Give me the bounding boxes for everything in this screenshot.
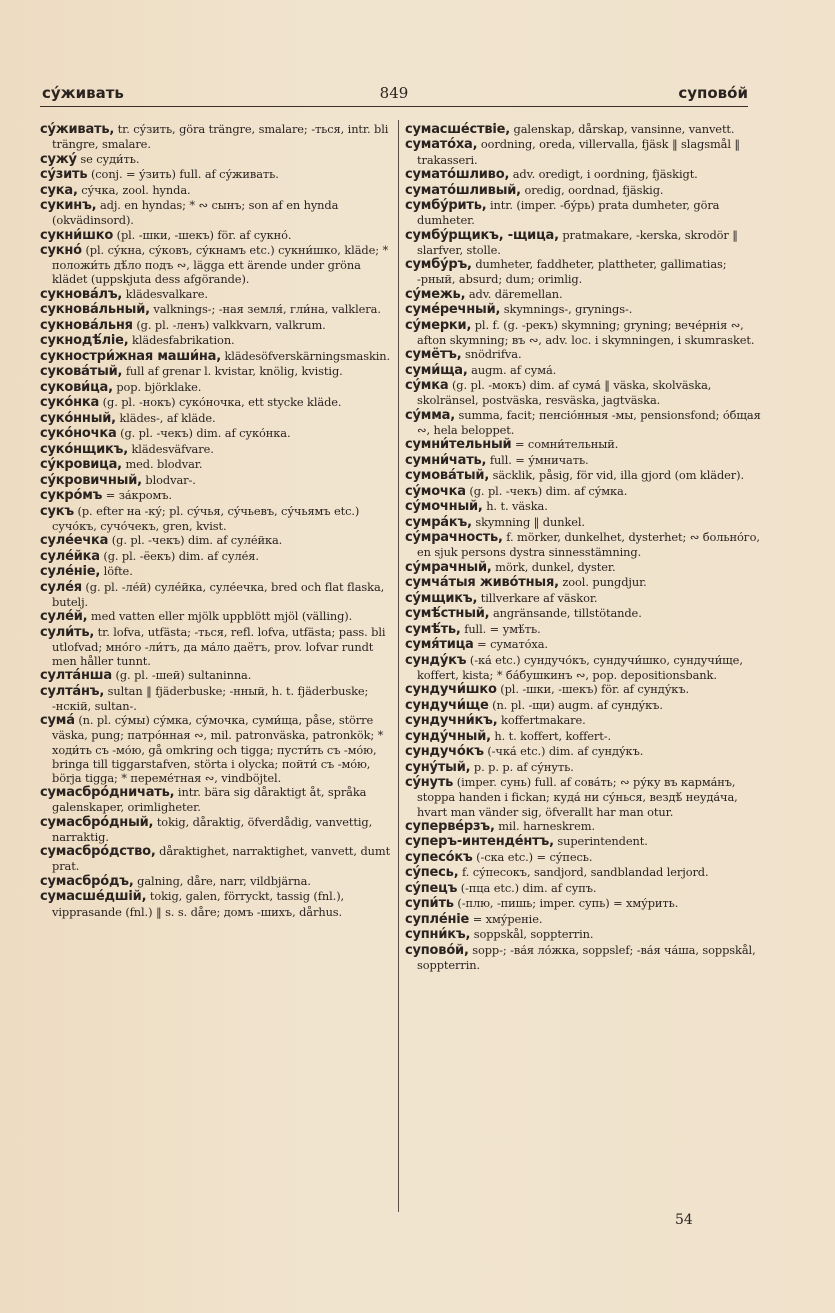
entry-definition: mil. harneskrem.: [498, 818, 595, 833]
entry-definition: pop. björklake.: [116, 379, 202, 394]
dictionary-entry: [405, 744, 761, 759]
entry-definition: koffertmakare.: [501, 713, 586, 728]
dictionary-entry: [405, 468, 761, 483]
entry-headword: сумбу́ръ,: [405, 257, 472, 273]
dictionary-entry: [405, 515, 761, 530]
dictionary-entry: [40, 889, 396, 918]
dictionary-entry: [40, 684, 396, 713]
dictionary-entry: [405, 729, 761, 744]
dictionary-entry: [40, 122, 396, 151]
dictionary-entry: [405, 637, 761, 652]
entry-headword: супни́къ,: [405, 927, 471, 943]
entry-definition: adj. en hyndas; * ∾ сынъ; son af en hynda (okvädinsord).: [52, 198, 339, 228]
entry-definition: klädesvalkare.: [125, 286, 208, 301]
dictionary-entry: [405, 228, 761, 257]
entry-headword: сукностри́жная маши́на,: [40, 348, 221, 364]
dictionary-entry: [405, 560, 761, 575]
entry-definition: (imper. сунь) full. af сова́ть; ∾ ру́ку въ карма́нъ, stoppa handen i fickan; куда́ ни су́нься, вездѣ́ неуда́ча, hvart man vänder sig, öfverallt har man otur.: [417, 775, 738, 819]
entry-headword: суко́нный,: [40, 410, 116, 426]
entry-headword: су́песь,: [405, 865, 459, 881]
dictionary-entry: [405, 453, 761, 468]
entry-headword: су́нуть: [405, 775, 454, 791]
entry-definition: summa, facit; пенсіо́нныя -мы, pensionsfond; о́бщая ∾, hela beloppet.: [417, 407, 761, 437]
dictionary-entry: [405, 437, 761, 452]
entry-headword: сунду́чный,: [405, 728, 491, 744]
entry-headword: суну́тый,: [405, 759, 471, 775]
dictionary-entry: [40, 426, 396, 441]
entry-definition: (g. pl. -чекъ) dim. af суко́нка.: [120, 426, 291, 441]
entry-definition: adv. däremellan.: [468, 286, 563, 301]
dictionary-entry: [40, 333, 396, 348]
entry-headword: сумбу́рщикъ, -щица,: [405, 227, 559, 243]
dictionary-entry: [405, 302, 761, 317]
entry-headword: сумато́ха,: [405, 137, 478, 153]
entry-headword: су́живать,: [40, 122, 115, 137]
entry-definition: sopp-; -ва́я ло́жка, soppslef; -ва́я ча́ша, soppskål, soppterrin.: [417, 942, 756, 972]
entry-definition: pl. f. (g. -рекъ) skymning; gryning; вече́рнія ∾, afton skymning; въ ∾, adv. loc. i skymningen, i skumrasket.: [417, 317, 755, 347]
entry-definition: tr. lofva, utfästa; -ться, refl. lofva, utfästa; pass. bli utlofvad; мно́го -ли́тъ, да ма́ло даётъ, prov. lofvar rundt men håller tunnt.: [52, 624, 386, 668]
entry-definition: h. t. väska.: [486, 499, 548, 514]
entry-definition: = сомни́тельный.: [514, 437, 619, 452]
entry-headword: сумѣ́стный,: [405, 606, 490, 622]
dictionary-entry: [405, 499, 761, 514]
entry-headword: сумова́тый,: [405, 468, 490, 484]
entry-headword: сумни́тельный: [405, 437, 512, 453]
entry-definition: pratmakare, -kerska, skrodör ‖ slarfver, stolle.: [417, 227, 738, 257]
dictionary-entry: [40, 625, 396, 668]
dictionary-entry: [40, 844, 396, 873]
entry-headword: сукро́мъ: [40, 488, 103, 504]
entry-definition: = за́кромъ.: [105, 488, 172, 503]
entry-definition: tokig, galen, förryckt, tassig (fnl.), vipprasande (fnl.) ‖ s. s. dåre; домъ -шихъ, dårhus.: [52, 889, 345, 919]
dictionary-entry: [405, 927, 761, 942]
entry-headword: сумато́шливый,: [405, 182, 521, 198]
entry-headword: су́мма,: [405, 407, 455, 423]
entry-headword: сумасше́дшій,: [40, 889, 147, 905]
dictionary-entry: [40, 228, 396, 243]
entry-headword: су́мка: [405, 378, 449, 394]
dictionary-entry: [405, 865, 761, 880]
entry-headword: суми́ща,: [405, 362, 468, 378]
entry-headword: сукнова́льня: [40, 317, 133, 333]
entry-headword: су́кровичный,: [40, 472, 142, 488]
dictionary-entry: [405, 591, 761, 606]
entry-headword: сумасбро́дство,: [40, 844, 156, 860]
entry-headword: сумбу́рить,: [405, 198, 487, 214]
entry-headword: супово́й,: [405, 942, 469, 958]
entry-headword: сундучо́къ: [405, 744, 484, 760]
entry-definition: (pl. -шки, -шекъ) för. af сукно́.: [116, 227, 292, 242]
entry-headword: суме́речный,: [405, 302, 501, 318]
dictionary-entry: [405, 484, 761, 499]
entry-definition: med vatten eller mjölk uppblött mjöl (välling).: [90, 609, 353, 624]
dictionary-entry: [405, 408, 761, 437]
entry-headword: сундучни́къ,: [405, 713, 498, 729]
entry-headword: сумасбро́дный,: [40, 814, 154, 830]
entry-definition: (conj. = у́зить) full. af су́живать.: [90, 167, 279, 182]
entry-headword: сумни́чать,: [405, 452, 487, 468]
entry-headword: су́мочка: [405, 483, 466, 499]
entry-definition: dåraktighet, narraktighet, vanvett, dumt prat.: [52, 844, 391, 874]
entry-definition: soppskål, soppterrin.: [473, 927, 594, 942]
dictionary-entry: [40, 533, 396, 548]
entry-headword: султа́нша: [40, 668, 112, 684]
dictionary-entry: [405, 606, 761, 621]
entry-definition: (-ка́ etc.) сундучо́къ, сундучи́шко, сундучи́ще, koffert, kista; * ба́бушкинъ ∾, pop. depositionsbank.: [417, 652, 743, 682]
dictionary-entry: [405, 622, 761, 637]
entry-headword: сукно́: [40, 243, 82, 259]
entry-headword: супи́ть: [405, 896, 454, 912]
entry-headword: сумасбро́дъ,: [40, 873, 134, 889]
entry-definition: säcklik, påsig, för vid, illa gjord (om kläder).: [492, 468, 744, 483]
entry-headword: сумча́тыя живо́тныя,: [405, 575, 559, 591]
dictionary-entry: [40, 457, 396, 472]
entry-definition: (g. pl. -мокъ) dim. af сума́ ‖ väska, skolväska, skolränsel, postväska, resväska, jagtväska.: [417, 378, 712, 408]
entry-headword: суперъ-интенде́нтъ,: [405, 834, 554, 850]
entry-definition: (g. pl. -нокъ) суко́ночка, ett stycke kläde.: [102, 395, 342, 410]
entry-definition: augm. af сума́.: [471, 362, 557, 377]
dictionary-entry: [405, 257, 761, 286]
entry-headword: су́мрачный,: [405, 559, 492, 575]
entry-headword: су́межь,: [405, 286, 466, 302]
dictionary-entry: [40, 549, 396, 564]
entry-headword: су́мерки,: [405, 317, 472, 333]
dictionary-entry: [40, 488, 396, 503]
right-column: [405, 122, 761, 972]
dictionary-entry: [405, 122, 761, 137]
entry-definition: (g. pl. -шей) sultaninna.: [115, 668, 252, 683]
entry-definition: (n. pl. -щи) augm. af сунду́къ.: [492, 697, 663, 712]
entry-headword: су́зить: [40, 167, 88, 183]
entry-headword: сукнова́льный,: [40, 302, 150, 318]
entry-definition: (g. pl. -ёекъ) dim. af суле́я.: [103, 548, 259, 563]
entry-headword: сумасбро́дничать,: [40, 785, 175, 801]
entry-definition: су́чка, zool. hynda.: [81, 182, 191, 197]
entry-headword: суко́ночка: [40, 426, 117, 442]
entry-definition: (-плю, -пишь; imper. супь) = хму́рить.: [457, 896, 679, 911]
dictionary-entry: [40, 243, 396, 286]
entry-definition: (-пца etc.) dim. af супъ.: [460, 880, 597, 895]
dictionary-entry: [405, 287, 761, 302]
entry-definition: adv. oredigt, i oordning, fjäskigt.: [512, 167, 698, 182]
dictionary-entry: [40, 183, 396, 198]
entry-headword: сука,: [40, 182, 78, 198]
entry-definition: löfte.: [103, 564, 133, 579]
dictionary-entry: [405, 198, 761, 227]
header-page-number: 849: [379, 84, 409, 102]
entry-headword: суко́нщикъ,: [40, 441, 128, 457]
entry-definition: (g. pl. -ле́й) суле́йка, суле́ечка, bred och flat flaska, butelj.: [52, 579, 385, 609]
entry-definition: blodvar-.: [145, 472, 196, 487]
dictionary-entry: [40, 713, 396, 784]
entry-definition: mörk, dunkel, dyster.: [495, 559, 616, 574]
entry-headword: сундучи́шко: [405, 682, 497, 698]
entry-headword: супле́ніе: [405, 911, 470, 927]
entry-definition: med. blodvar.: [125, 457, 203, 472]
entry-definition: = сумато́ха.: [477, 637, 548, 652]
entry-headword: сужу́: [40, 151, 77, 167]
entry-headword: суперве́рзъ,: [405, 818, 495, 834]
entry-definition: sultan ‖ fjäderbuske; -нный, h. t. fjäderbuske; -нскій, sultan-.: [52, 683, 369, 713]
dictionary-entry: [40, 874, 396, 889]
dictionary-entry: [405, 943, 761, 972]
footer-page-number: 54: [675, 1212, 693, 1228]
entry-headword: су́мщикъ,: [405, 590, 478, 606]
entry-definition: f. су́песокъ, sandjord, sandblandad lerjord.: [461, 865, 709, 880]
dictionary-entry: [40, 152, 396, 167]
entry-headword: сундучи́ще: [405, 697, 489, 713]
dictionary-entry: [405, 834, 761, 849]
entry-headword: суле́я: [40, 579, 82, 595]
entry-definition: intr. bära sig dåraktigt åt, språka galenskaper, orimligheter.: [52, 785, 367, 815]
dictionary-entry: [40, 580, 396, 609]
entry-headword: су́мочный,: [405, 499, 483, 515]
entry-headword: суле́ечка: [40, 533, 109, 549]
dictionary-entry: [405, 137, 761, 166]
entry-headword: сума́: [40, 713, 75, 729]
entry-definition: galning, dåre, narr, vildbjärna.: [137, 873, 311, 888]
entry-headword: суле́й,: [40, 609, 88, 625]
entry-definition: (-ска etc.) = су́песь.: [476, 849, 593, 864]
dictionary-entry: [405, 575, 761, 590]
entry-definition: tillverkare af väskor.: [480, 590, 598, 605]
entry-definition: h. t. koffert, koffert-.: [494, 728, 612, 743]
entry-headword: суле́ніе,: [40, 564, 101, 580]
entry-definition: snödrifva.: [465, 347, 522, 362]
dictionary-entry: [405, 881, 761, 896]
header-right-guideword: супово́й: [678, 84, 748, 102]
dictionary-entry: [405, 850, 761, 865]
dictionary-entry: [40, 318, 396, 333]
entry-headword: сумётъ,: [405, 347, 462, 363]
header-left-guideword: су́живать: [42, 84, 124, 102]
entry-headword: сукни́шко: [40, 227, 114, 243]
entry-definition: oredig, oordnad, fjäskig.: [524, 182, 664, 197]
entry-headword: сукъ: [40, 503, 74, 519]
dictionary-entry: [40, 302, 396, 317]
entry-headword: сумѣ́ть,: [405, 621, 461, 637]
dictionary-entry: [405, 530, 761, 559]
entry-headword: сукови́ца,: [40, 379, 113, 395]
entry-definition: (p. efter на -ку́; pl. су́чья, су́чьевъ, су́чьямъ etc.) сучо́къ, сучо́чекъ, gren, kvist.: [52, 503, 360, 533]
dictionary-entry: [405, 183, 761, 198]
entry-headword: султа́нъ,: [40, 683, 105, 699]
entry-definition: f. mörker, dunkelhet, dysterhet; ∾ больно́го, en sjuk persons dystra sinnesstämning.: [417, 530, 760, 560]
entry-definition: skymnings-, grynings-.: [503, 302, 633, 317]
entry-definition: zool. pungdjur.: [562, 575, 647, 590]
dictionary-entry: [40, 815, 396, 844]
dictionary-entry: [40, 380, 396, 395]
dictionary-entry: [405, 347, 761, 362]
entry-definition: klädes-, af kläde.: [119, 410, 216, 425]
entry-definition: full. = умѣ́ть.: [464, 621, 541, 636]
entry-definition: (pl. су́кна, су́ковъ, су́кнамъ etc.) сукни́шко, kläde; * положи́ть дѣ́ло подъ ∾, lägga ett ärende under gröna klädet (uppskjuta dess afgörande).: [52, 243, 389, 287]
entry-headword: су́кровица,: [40, 457, 122, 473]
dictionary-entry: [40, 349, 396, 364]
entry-definition: full af grenar l. kvistar, knölig, kvistig.: [125, 364, 343, 379]
dictionary-entry: [40, 364, 396, 379]
entry-definition: (-чка́ etc.) dim. af сунду́къ.: [487, 744, 644, 759]
dictionary-entry: [405, 775, 761, 818]
dictionary-entry: [40, 167, 396, 182]
dictionary-entry: [405, 363, 761, 378]
entry-definition: = хму́реніе.: [472, 911, 543, 926]
entry-headword: сукнова́лъ,: [40, 286, 123, 302]
entry-definition: oordning, oreda, villervalla, fjäsk ‖ slagsmål ‖ trakasseri.: [417, 137, 741, 167]
entry-headword: сумато́шливо,: [405, 167, 510, 183]
entry-headword: супесо́къ: [405, 849, 473, 865]
entry-definition: tr. су́зить, göra trängre, smalare; -ться, intr. bli trängre, smalare.: [52, 122, 389, 152]
dictionary-entry: [405, 378, 761, 407]
entry-definition: galenskap, dårskap, vansinne, vanvett.: [513, 122, 735, 136]
dictionary-entry: [405, 760, 761, 775]
entry-definition: tokig, dåraktig, öfverdådig, vanvettig, narraktig.: [52, 814, 373, 844]
entry-headword: сукнодѣ́ліе,: [40, 333, 129, 349]
column-divider: [398, 120, 399, 1212]
entry-definition: skymning ‖ dunkel.: [475, 514, 585, 529]
entry-headword: сумя́тица: [405, 637, 474, 653]
entry-definition: (g. pl. -чекъ) dim. af су́мка.: [469, 483, 628, 498]
dictionary-entry: [40, 287, 396, 302]
entry-headword: сунду́къ: [405, 652, 467, 668]
entry-headword: су́мрачность,: [405, 530, 503, 546]
entry-definition: klädesöfverskärningsmaskin.: [224, 348, 391, 363]
dictionary-entry: [40, 442, 396, 457]
entry-headword: сумасше́ствіе,: [405, 122, 510, 137]
dictionary-entry: [40, 785, 396, 814]
entry-definition: angränsande, tillstötande.: [492, 606, 642, 621]
dictionary-entry: [405, 698, 761, 713]
dictionary-entry: [40, 504, 396, 533]
dictionary-entry: [405, 318, 761, 347]
entry-definition: superintendent.: [557, 834, 648, 849]
dictionary-entry: [405, 912, 761, 927]
dictionary-entry: [405, 896, 761, 911]
dictionary-entry: [40, 198, 396, 227]
dictionary-entry: [40, 395, 396, 410]
entry-definition: (pl. -шки, -шекъ) för. af сунду́къ.: [500, 682, 689, 697]
dictionary-entry: [40, 411, 396, 426]
entry-headword: сумра́къ,: [405, 514, 472, 530]
left-column: [40, 122, 396, 919]
entry-definition: se суди́ть.: [80, 151, 140, 166]
entry-definition: p. p. p. af су́нуть.: [473, 759, 574, 774]
dictionary-entry: [405, 819, 761, 834]
dictionary-entry: [405, 713, 761, 728]
entry-definition: (g. pl. -ленъ) valkkvarn, valkrum.: [136, 317, 326, 332]
entry-definition: intr. (imper. -бу́рь) prata dumheter, göra dumheter.: [417, 198, 720, 228]
dictionary-entry: [405, 682, 761, 697]
dictionary-entry: [405, 167, 761, 182]
entry-headword: сукинъ,: [40, 198, 97, 214]
dictionary-entry: [405, 653, 761, 682]
entry-definition: full. = у́мничать.: [489, 452, 589, 467]
entry-definition: dumheter, faddheter, plattheter, gallimatias; -рный, absurd; dum; orimlig.: [417, 257, 727, 287]
entry-definition: valknings-; -ная земля́, гли́на, valklera.: [153, 302, 381, 317]
entry-definition: (g. pl. -чекъ) dim. af суле́йка.: [111, 533, 283, 548]
entry-definition: klädesväfvare.: [131, 441, 214, 456]
page-header: [40, 84, 748, 107]
dictionary-entry: [40, 668, 396, 683]
entry-headword: суко́нка: [40, 395, 100, 411]
dictionary-entry: [40, 564, 396, 579]
entry-headword: сули́ть,: [40, 624, 95, 640]
entry-headword: суле́йка: [40, 548, 100, 564]
entry-definition: (n. pl. су́мы) су́мка, су́мочка, суми́ща, påse, större väska, pung; патро́нная ∾, mil. patronväska, patronkök; * ходи́ть съ -мо́ю, gå omkring och tigga; пусти́ть съ -мо́ю, bringa till tiggarstafven, störta i olycka; пойти́ съ -мо́ю, börja tigga; * переме́тная ∾, vindböjtel.: [52, 713, 384, 785]
dictionary-entry: [40, 609, 396, 624]
entry-headword: су́пецъ: [405, 880, 458, 896]
entry-definition: klädesfabrikation.: [132, 333, 235, 348]
entry-headword: сукова́тый,: [40, 364, 123, 380]
dictionary-entry: [40, 473, 396, 488]
